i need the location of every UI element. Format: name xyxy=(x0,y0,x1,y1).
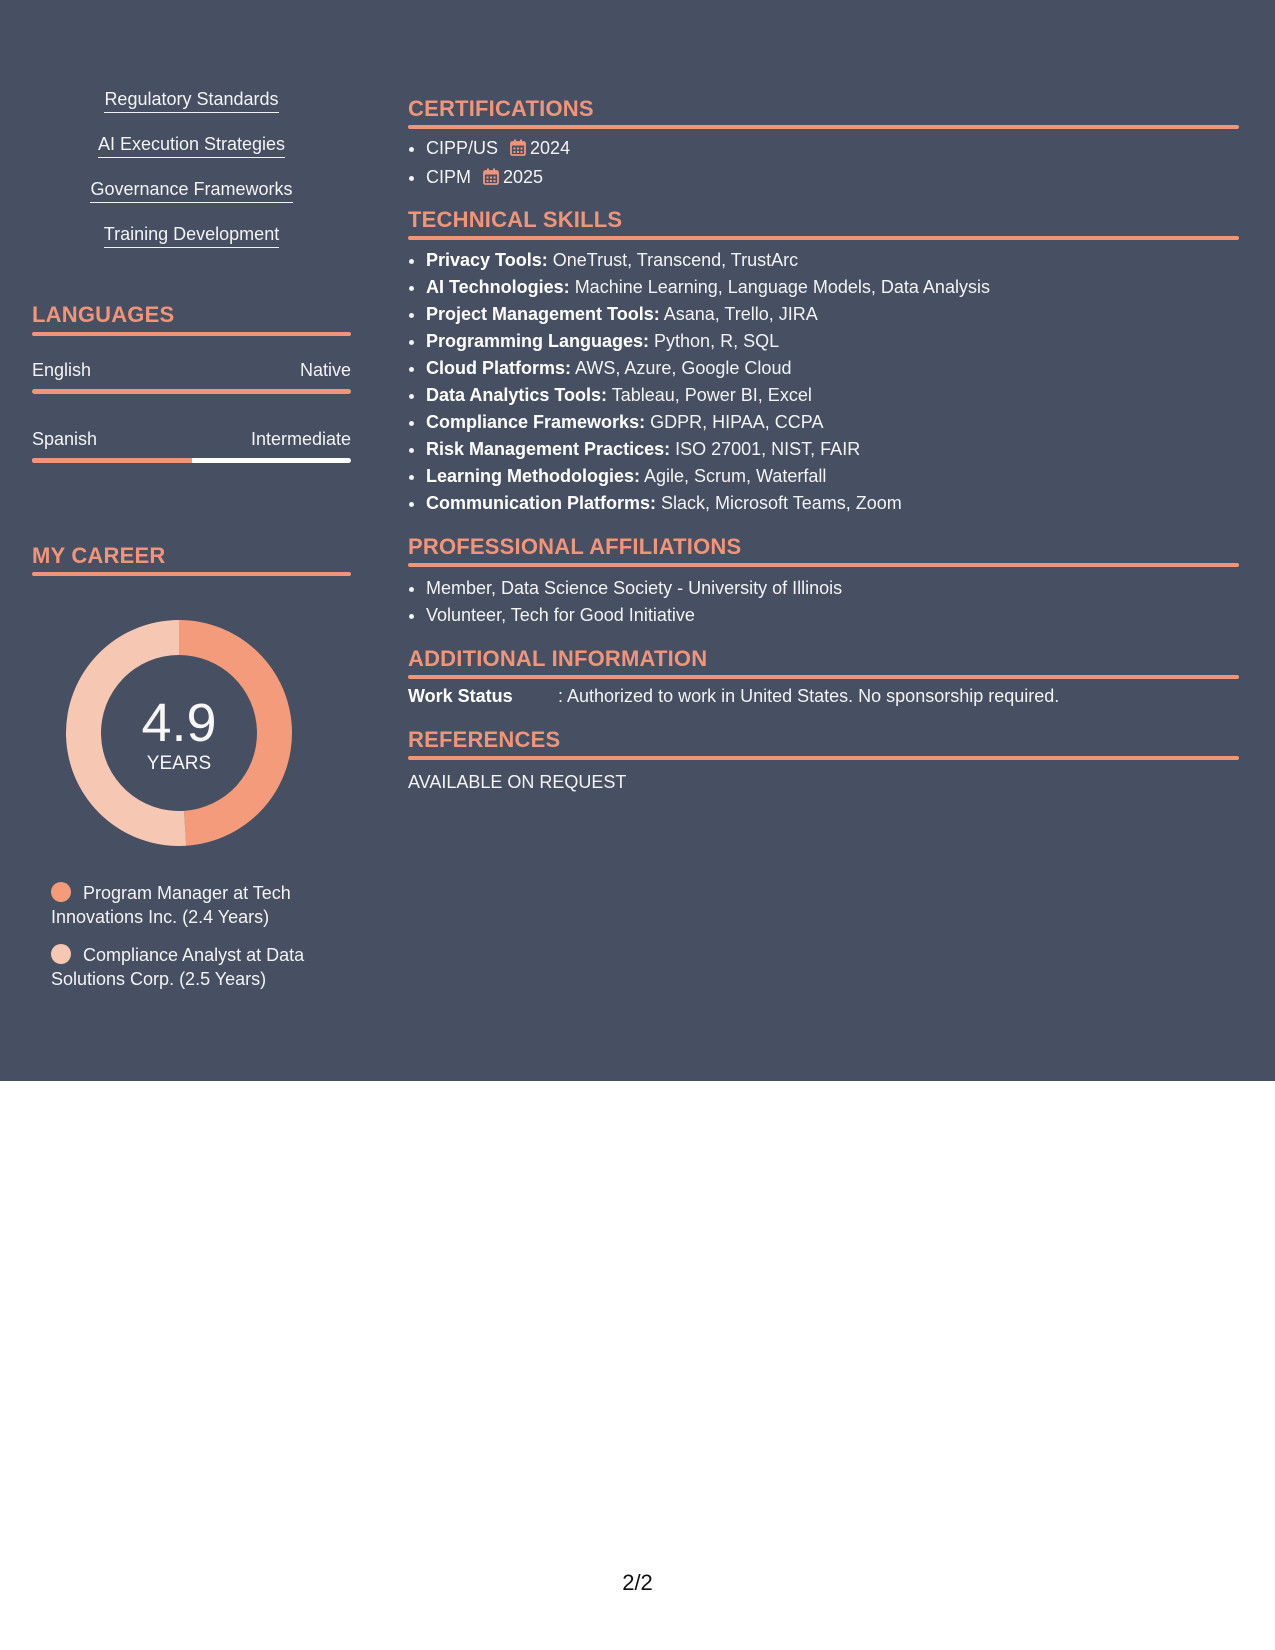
career-legend-item xyxy=(51,943,341,991)
skill-value: Asana, Trello, JIRA xyxy=(659,304,818,324)
skill-label: Project Management Tools: xyxy=(426,304,660,324)
skill-value: Machine Learning, Language Models, Data Analysis xyxy=(569,277,990,297)
skill-tag-text: Training Development xyxy=(104,224,279,248)
skill-item xyxy=(426,355,1239,382)
certification-year: 2025 xyxy=(503,167,544,187)
certification-name: CIPM xyxy=(426,167,471,187)
section-rule xyxy=(408,563,1239,567)
legend-dot xyxy=(51,944,71,964)
section-rule xyxy=(32,572,351,576)
language-bar-fill xyxy=(32,458,192,463)
language-bar-fill xyxy=(32,389,351,394)
career-donut-chart xyxy=(66,620,292,846)
skill-label: Risk Management Practices: xyxy=(426,439,671,459)
skill-tag xyxy=(32,224,351,245)
career-total-years: 4.9 xyxy=(141,693,217,753)
calendar-icon xyxy=(483,166,499,193)
skill-item xyxy=(426,490,1239,517)
skill-value: GDPR, HIPAA, CCPA xyxy=(645,412,824,432)
skill-label: Compliance Frameworks: xyxy=(426,412,646,432)
skill-item xyxy=(426,409,1239,436)
certification-item xyxy=(426,164,1239,193)
skill-tag-text: Regulatory Standards xyxy=(104,89,278,113)
skill-tag xyxy=(32,134,351,155)
skill-item xyxy=(426,463,1239,490)
skill-label: AI Technologies: xyxy=(426,277,570,297)
languages-heading: LANGUAGES xyxy=(32,302,175,327)
language-bar-spanish xyxy=(32,458,351,463)
skill-value: ISO 27001, NIST, FAIR xyxy=(670,439,861,459)
left-column xyxy=(32,0,351,1081)
technical-skills-heading: TECHNICAL SKILLS xyxy=(408,207,623,232)
affiliations-list xyxy=(408,575,1239,629)
skill-tag xyxy=(32,89,351,110)
skill-label: Programming Languages: xyxy=(426,331,650,351)
career-legend-item xyxy=(51,881,341,929)
skill-tag-text: Governance Frameworks xyxy=(90,179,292,203)
affiliation-item: • Member, Data Science Society - University of Illinois xyxy=(426,575,1239,602)
skill-label: Learning Methodologies: xyxy=(426,466,640,486)
certification-year: 2024 xyxy=(530,138,571,158)
skill-label: Privacy Tools: xyxy=(426,250,548,270)
certification-item xyxy=(426,135,1239,164)
section-rule xyxy=(408,675,1239,679)
language-level: Native xyxy=(299,360,351,380)
work-status-row xyxy=(408,686,1239,707)
skill-tag xyxy=(32,179,351,200)
skill-item xyxy=(426,436,1239,463)
affiliations-heading: PROFESSIONAL AFFILIATIONS xyxy=(408,534,742,559)
skill-value: AWS, Azure, Google Cloud xyxy=(571,358,792,378)
section-rule xyxy=(408,236,1239,240)
language-level: Intermediate xyxy=(250,429,351,449)
career-years-unit: YEARS xyxy=(146,753,212,774)
affiliation-item: • Volunteer, Tech for Good Initiative xyxy=(426,602,1239,629)
legend-label: Program Manager at Tech Innovations Inc. (2.4 Years) xyxy=(51,883,291,927)
section-rule xyxy=(408,756,1239,760)
legend-dot xyxy=(51,882,71,902)
skill-value: Tableau, Power BI, Excel xyxy=(607,385,812,405)
references-text: AVAILABLE ON REQUEST xyxy=(408,772,627,792)
work-status-label: Work Status xyxy=(408,686,513,706)
references-heading: REFERENCES xyxy=(408,727,561,752)
skill-tag-text: AI Execution Strategies xyxy=(98,134,285,158)
skill-label: Data Analytics Tools: xyxy=(426,385,608,405)
career-heading: MY CAREER xyxy=(32,543,166,568)
skill-label: Communication Platforms: xyxy=(426,493,657,513)
skill-value: Slack, Microsoft Teams, Zoom xyxy=(656,493,902,513)
certifications-list xyxy=(408,135,1239,193)
page-number: 2/2 xyxy=(622,1570,653,1595)
certification-name: CIPP/US xyxy=(426,138,499,158)
additional-info-heading: ADDITIONAL INFORMATION xyxy=(408,646,708,671)
skill-item xyxy=(426,274,1239,301)
skill-label: Cloud Platforms: xyxy=(426,358,572,378)
legend-label: Compliance Analyst at Data Solutions Corp. (2.5 Years) xyxy=(51,945,305,989)
skill-value: Agile, Scrum, Waterfall xyxy=(640,466,827,486)
certifications-heading: CERTIFICATIONS xyxy=(408,96,594,121)
technical-skills-list xyxy=(408,247,1239,517)
skill-item xyxy=(426,328,1239,355)
skill-value: OneTrust, Transcend, TrustArc xyxy=(547,250,799,270)
section-rule xyxy=(408,125,1239,129)
section-rule xyxy=(32,332,351,336)
work-status-value: : Authorized to work in United States. No sponsorship required. xyxy=(558,686,1060,706)
language-name: Spanish xyxy=(32,429,98,449)
skill-item xyxy=(426,382,1239,409)
skill-item xyxy=(426,301,1239,328)
skill-value: Python, R, SQL xyxy=(649,331,780,351)
skill-item xyxy=(426,247,1239,274)
language-bar-english xyxy=(32,389,351,394)
language-name: English xyxy=(32,360,92,380)
calendar-icon xyxy=(510,137,526,164)
